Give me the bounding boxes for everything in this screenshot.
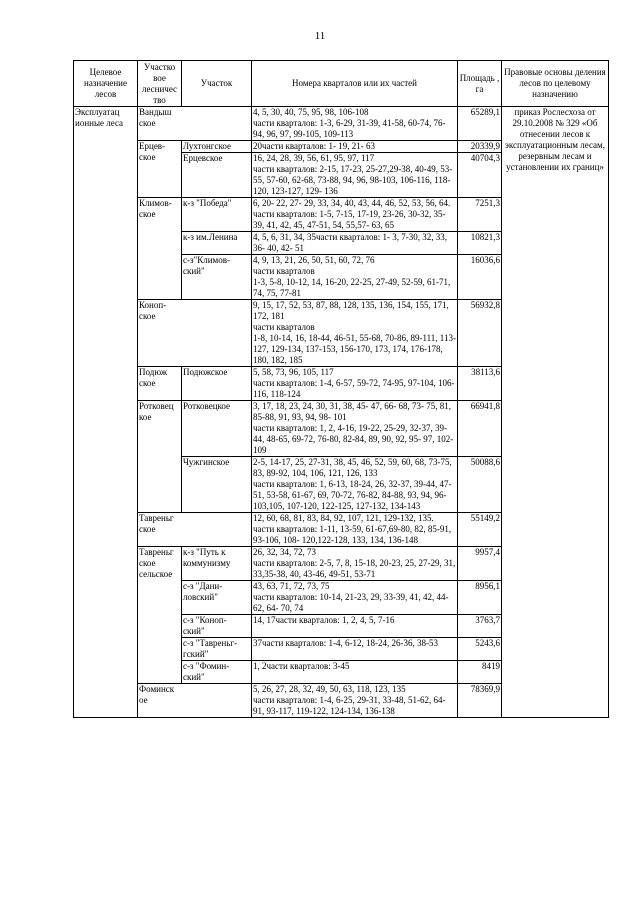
site-cell: с-з "Коноп- ский" bbox=[182, 615, 252, 638]
quarters-cell: 5, 26, 27, 28, 32, 49, 50, 63, 118, 123, 135 части кварталов: 1-4, 6-25, 29-31, 33-48, 51-62, 64-91, 93-117, 119-122, 124-134, 136-138 bbox=[252, 684, 458, 718]
district-cell: Ротковец кое bbox=[138, 401, 182, 513]
quarters-cell: 26, 32, 34, 72, 73 части кварталов: 2-5, 7, 8, 15-18, 20-23, 25, 27-29, 31, 33,35-38, 40, 43-46, 49-51, 53-71 bbox=[252, 547, 458, 581]
quarters-cell: 43, 63, 71, 72, 73, 75 части кварталов: 10-14, 21-23, 29, 33-39, 41, 42, 44- 62, 64- 70, 74 bbox=[252, 581, 458, 615]
area-cell: 40704,3 bbox=[458, 153, 502, 198]
site-cell: Ротковецкое bbox=[182, 401, 252, 457]
page-number: 11 bbox=[314, 30, 326, 42]
area-cell: 50088,6 bbox=[458, 457, 502, 513]
district-cell: Фоминск ое bbox=[138, 684, 182, 718]
site-cell bbox=[182, 513, 252, 547]
area-cell: 66941,8 bbox=[458, 401, 502, 457]
site-cell bbox=[182, 107, 252, 141]
district-cell: Ерцев- ское bbox=[138, 141, 182, 198]
area-cell: 55149,2 bbox=[458, 513, 502, 547]
header-purpose: Целевое назначение лесов bbox=[74, 61, 138, 107]
site-cell: с-з "Фомин- ский" bbox=[182, 661, 252, 684]
quarters-cell: 3, 17, 18, 23, 24, 30, 31, 38, 45- 47, 66- 68, 73- 75, 81, 85-88, 91, 93, 94, 98- 101 части кварталов: 1, 2, 4-16, 19-22, 25-29, 32-37, 39-44, 48-65, 69-72, 76-80, 82-84, 89, 90, 92, 95- 97, 102-109 bbox=[252, 401, 458, 457]
quarters-cell: 1, 2части кварталов: 3-45 bbox=[252, 661, 458, 684]
area-cell: 56932,8 bbox=[458, 300, 502, 367]
area-cell: 10821,3 bbox=[458, 232, 502, 255]
table-header-row bbox=[74, 61, 609, 107]
quarters-cell: 4, 5, 6, 31, 34, 35части кварталов: 1- 3, 7-30, 32, 33, 36- 40, 42- 51 bbox=[252, 232, 458, 255]
quarters-cell: 12, 60, 68, 81, 83, 84, 92, 107, 121, 129-132, 135. части кварталов: 1-11, 13-59, 61-67,69-80, 82, 85-91, 93-106, 108- 120,122-128, 133, 134, 136-148 bbox=[252, 513, 458, 547]
quarters-cell: 16, 24, 28, 39, 56, 61, 95, 97, 117 части кварталов: 2-15, 17-23, 25-27,29-38, 40-49, 53-55, 57-60, 62-68, 73-88, 94, 96, 98-103, 106-116, 118-120, 123-127, 129- 136 bbox=[252, 153, 458, 198]
area-cell: 16036,6 bbox=[458, 255, 502, 300]
quarters-cell: 4, 9, 13, 21, 26, 50, 51, 60, 72, 76 части кварталов 1-3, 5-8, 10-12, 14, 16-20, 22-25, 27-49, 52-59, 61-71, 74, 75, 77-81 bbox=[252, 255, 458, 300]
quarters-cell: 14, 17части кварталов: 1, 2, 4, 5, 7-16 bbox=[252, 615, 458, 638]
site-cell: Лухтонгское bbox=[182, 141, 252, 153]
legal-basis-cell: приказ Рослесхоза от 29.10.2008 № 329 «Об отнесении лесов к эксплуатационным лесам, резервным лесам и установлении их границ» bbox=[502, 107, 609, 718]
quarters-cell: 9, 15, 17, 52, 53, 87, 88, 128, 135, 136, 154, 155, 171, 172, 181 части кварталов 1-8, 10-14, 16, 18-44, 46-51, 55-68, 70-86, 89-111, 113-127, 129-134, 137-153, 156-170, 173, 174, 176-178, 180, 182, 185 bbox=[253, 300, 456, 365]
quarters-cell: 4, 5, 30, 40, 75, 95, 98, 106-108 части кварталов: 1-3, 6-29, 31-39, 41-58, 60-74, 76- 94, 96, 97, 99-105, 109-113 bbox=[252, 107, 458, 141]
site-cell: к-з "Путь к коммунизму bbox=[182, 547, 252, 581]
site-cell: с-з "Дани- ловский" bbox=[182, 581, 252, 615]
quarters-cell: 6, 20- 22, 27- 29, 33, 34, 40, 43, 44, 46, 52, 53, 56, 64. части кварталов: 1-5, 7-15, 17-19, 23-26, 30-32, 35-39, 41, 42, 45, 47-51, 54, 55,57- 63, 65 bbox=[252, 198, 458, 232]
area-cell: 8956,1 bbox=[458, 581, 502, 615]
quarters-cell: 37части кварталов: 1-4, 6-12, 18-24, 26-36, 38-53 bbox=[252, 638, 458, 661]
area-cell: 5243,6 bbox=[458, 638, 502, 661]
site-cell: Подюжское bbox=[182, 367, 252, 401]
district-cell: Коноп- ское bbox=[138, 300, 182, 367]
purpose-cell: Эксплуатац ионные леса bbox=[74, 107, 138, 718]
header-legal: Правовые основы деления лесов по целевому назначению bbox=[502, 61, 609, 107]
area-cell: 65289,1 bbox=[458, 107, 502, 141]
quarters-cell: 2-5, 14-17, 25, 27-31, 38, 45, 46, 52, 59, 60, 68, 73-75, 83, 89-92, 104, 106, 121, 126, 133 части кварталов: 1, 6-13, 18-24, 26, 32-37, 39-44, 47-51, 53-58, 61-67, 69, 70-72, 76-82, 84-88, 93, 94, 96-103,105, 107-120, 122-125, 127-132, 134-143 bbox=[252, 457, 458, 513]
site-cell bbox=[182, 300, 252, 367]
area-cell: 3763,7 bbox=[458, 615, 502, 638]
site-cell: Чужгинское bbox=[182, 457, 252, 513]
area-cell: 20339,9 bbox=[458, 141, 502, 153]
site-cell: с-з "Тавреньг- гский" bbox=[182, 638, 252, 661]
header-area: Площадь , га bbox=[458, 61, 502, 107]
header-quarters: Номера кварталов или их частей bbox=[252, 61, 458, 107]
area-cell: 7251,3 bbox=[458, 198, 502, 232]
site-cell: Ерцевское bbox=[182, 153, 252, 198]
district-cell: Тавреньг ское сельское bbox=[138, 547, 182, 684]
area-cell: 78369,9 bbox=[458, 684, 502, 718]
district-cell: Подюж ское bbox=[138, 367, 182, 401]
area-cell: 8419 bbox=[458, 661, 502, 684]
header-district: Участко вое лесничес тво bbox=[138, 61, 182, 107]
quarters-cell: 20части кварталов: 1- 19, 21- 63 bbox=[252, 141, 458, 153]
site-cell bbox=[182, 684, 252, 718]
forest-division-table bbox=[73, 60, 609, 718]
site-cell: к-з "Победа" bbox=[182, 198, 252, 232]
area-cell: 9957,4 bbox=[458, 547, 502, 581]
header-site: Участок bbox=[182, 61, 252, 107]
district-cell: Тавреньг ское bbox=[138, 513, 182, 547]
district-cell: Климов- ское bbox=[138, 198, 182, 300]
table-row bbox=[74, 107, 609, 141]
quarters-cell: 5, 58, 73, 96, 105, 117 части кварталов: 1-4, 6-57, 59-72, 74-95, 97-104, 106-116, 118-124 bbox=[252, 367, 458, 401]
area-cell: 38113,6 bbox=[458, 367, 502, 401]
district-cell: Вандыш ское bbox=[138, 107, 182, 141]
site-cell: с-з"Климов- ский" bbox=[182, 255, 252, 300]
site-cell: к-з им.Ленина bbox=[182, 232, 252, 255]
